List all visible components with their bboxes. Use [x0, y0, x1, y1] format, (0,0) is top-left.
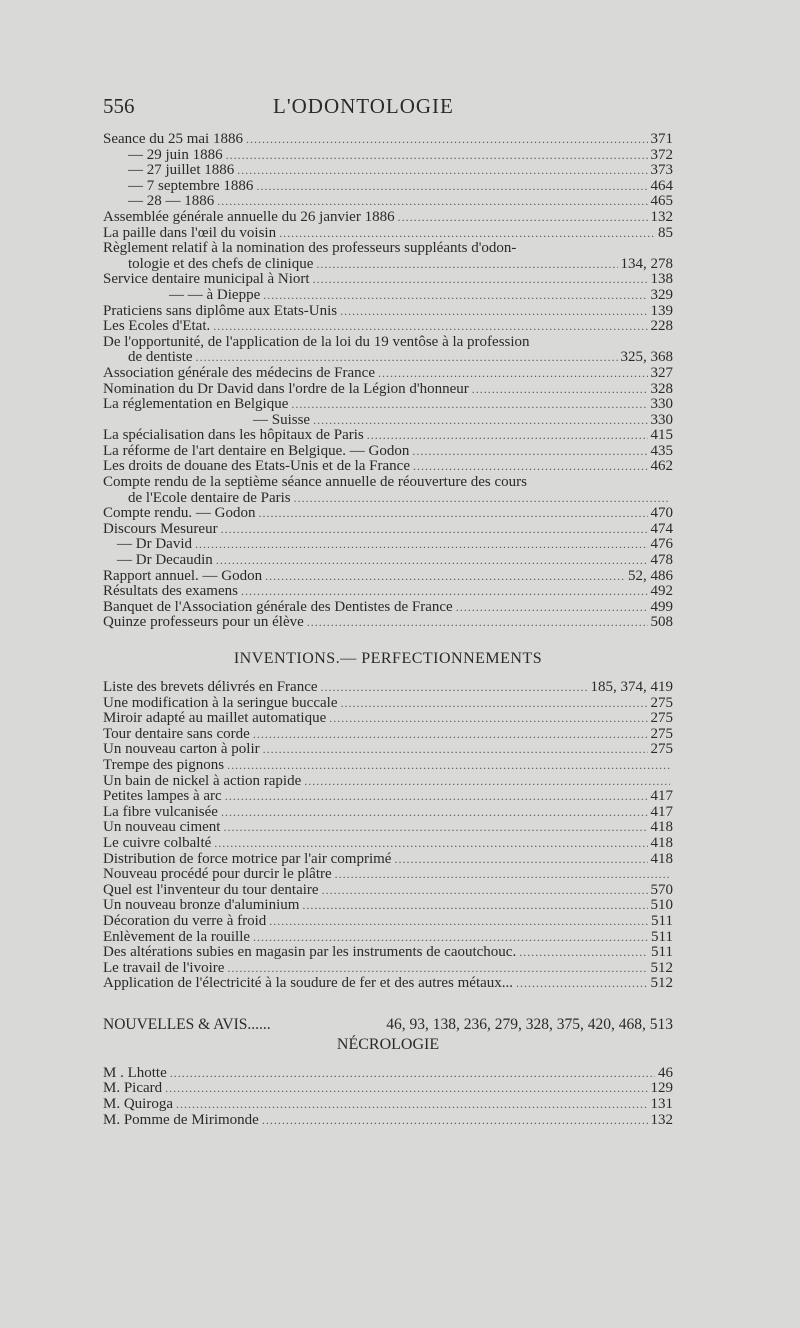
index-entry — [103, 867, 673, 883]
entry-page: 418 — [650, 834, 673, 851]
entry-text: Enlèvement de la rouille — [103, 928, 251, 945]
entry-text: — 7 septembre 1886 — [128, 177, 254, 194]
entry-page: 132 — [650, 1111, 673, 1128]
dot-leader — [253, 930, 648, 946]
dot-leader — [213, 319, 647, 335]
entry-text: Rapport annuel. — Godon — [103, 567, 263, 584]
page-number: 556 — [103, 94, 135, 118]
entry-text: Praticiens sans diplôme aux Etats-Unis — [103, 302, 338, 319]
entry-text: Miroir adapté au maillet automatique — [103, 710, 327, 727]
entry-text: Banquet de l'Association générale des Dentistes de France — [103, 598, 453, 615]
index-entry — [103, 1097, 673, 1113]
entry-text: de dentiste — [128, 349, 193, 366]
nouvelles-pages: 46, 93, 138, 236, 279, 328, 375, 420, 468, 513 — [386, 1015, 673, 1033]
entry-text: M. Pomme de Mirimonde — [103, 1111, 259, 1128]
entry-page: 139 — [650, 302, 673, 319]
entry-list-seances — [103, 132, 673, 241]
index-entry — [103, 397, 673, 413]
entry-page: 328 — [650, 380, 673, 397]
index-entry — [103, 1066, 673, 1082]
entry-page: 275 — [650, 710, 673, 727]
entry-page: 330 — [650, 411, 673, 428]
entry-text: tologie et des chefs de clinique — [128, 255, 314, 272]
entry-page: 570 — [650, 881, 673, 898]
dot-leader — [329, 711, 647, 727]
entry-page: 418 — [650, 850, 673, 867]
entry-page: 474 — [650, 520, 673, 537]
dot-leader — [313, 413, 647, 429]
entry-page: 131 — [650, 1096, 673, 1113]
index-entry — [103, 696, 673, 712]
dot-leader — [335, 867, 670, 883]
section-title-inventions: INVENTIONS.— PERFECTIONNEMENTS — [233, 650, 543, 667]
index-entry — [103, 615, 673, 631]
dot-leader — [165, 1081, 647, 1097]
dot-leader — [253, 727, 648, 743]
entry-text: Quel est l'inventeur du tour dentaire — [103, 881, 319, 898]
dot-leader — [279, 226, 655, 242]
entry-text: La fibre vulcanisée — [103, 803, 218, 820]
dot-leader — [221, 805, 648, 821]
dot-leader — [237, 163, 647, 179]
entry-page: 134, 278 — [620, 255, 673, 272]
dot-leader — [216, 553, 648, 569]
entry-page: 275 — [650, 725, 673, 742]
entry-page: 138 — [650, 271, 673, 288]
entry-text: — Suisse — [253, 411, 311, 428]
dot-leader — [398, 210, 648, 226]
index-entry — [103, 506, 673, 522]
index-entry — [103, 522, 673, 538]
entry-text: Liste des brevets délivrés en France — [103, 679, 318, 695]
entry-page: 373 — [650, 162, 673, 179]
entry-text: Un nouveau ciment — [103, 819, 221, 836]
entry-text: Quinze professeurs pour un élève — [103, 614, 304, 631]
entry-page: 435 — [650, 442, 673, 459]
index-entry — [103, 727, 673, 743]
page-title: L'ODONTOLOGIE — [273, 94, 454, 118]
nouvelles-label: NOUVELLES & AVIS...... — [103, 1015, 271, 1033]
entry-text: Tour dentaire sans corde — [103, 725, 250, 742]
dot-leader — [241, 584, 648, 600]
entry-text-line1: Règlement relatif à la nomination des professeurs suppléants d'odon- — [103, 240, 517, 257]
dot-leader — [196, 350, 618, 366]
index-entry — [103, 163, 673, 179]
page-header — [103, 94, 673, 132]
entry-page: 510 — [650, 897, 673, 914]
index-entry — [103, 366, 673, 382]
index-entry — [103, 584, 673, 600]
dot-leader — [313, 272, 648, 288]
index-entry — [103, 742, 673, 758]
index-entry — [103, 774, 673, 790]
index-entry — [103, 210, 673, 226]
index-entry — [103, 711, 673, 727]
entry-text: — Dr David — [117, 536, 192, 553]
entry-text-line1: De l'opportunité, de l'application de la loi du 19 ventôse à la profession — [103, 333, 530, 350]
section-title-necrologie: NÉCROLOGIE — [336, 1035, 440, 1053]
entry-page: 372 — [650, 146, 673, 163]
entry-text: Compte rendu. — Godon — [103, 505, 256, 522]
entry-text: Service dentaire municipal à Niort — [103, 271, 310, 288]
dot-leader — [307, 615, 648, 631]
index-entry — [103, 272, 673, 288]
index-entry — [103, 319, 673, 335]
index-entry — [103, 537, 673, 553]
dot-leader — [291, 397, 647, 413]
index-entry — [103, 459, 673, 475]
index-entry — [103, 836, 673, 852]
entry-reglement — [103, 241, 673, 272]
entry-opportunite — [103, 335, 673, 366]
entry-page: 329 — [650, 286, 673, 303]
dot-leader — [456, 600, 648, 616]
entry-text: — 27 juillet 1886 — [128, 162, 235, 179]
dot-leader — [170, 1066, 655, 1082]
entry-page: 325, 368 — [620, 349, 673, 366]
entry-list-associations — [103, 366, 673, 475]
index-entry — [103, 805, 673, 821]
index-entry — [103, 413, 673, 429]
entry-page: 476 — [650, 536, 673, 553]
entry-text: Petites lampes à arc — [103, 788, 222, 805]
index-entry — [103, 553, 673, 569]
entry-text: Nomination du Dr David dans l'ordre de la Légion d'honneur — [103, 380, 469, 397]
entry-page: 46 — [658, 1064, 673, 1081]
entry-text: La spécialisation dans les hôpitaux de Paris — [103, 427, 364, 444]
entry-page: 462 — [650, 458, 673, 475]
entry-list-necrologie — [103, 1066, 673, 1128]
dot-leader — [223, 820, 647, 836]
entry-page: 470 — [650, 505, 673, 522]
index-entry — [103, 930, 673, 946]
dot-leader — [256, 179, 647, 195]
entry-page: 511 — [651, 944, 673, 961]
entry-text: La réglementation en Belgique — [103, 396, 289, 413]
index-entry — [103, 898, 673, 914]
entry-text-line1: Compte rendu de la septième séance annuelle de réouverture des cours — [103, 474, 527, 491]
entry-text: Assemblée générale annuelle du 26 janvier 1886 — [103, 208, 395, 225]
entry-page: 478 — [650, 552, 673, 569]
dot-leader — [263, 742, 648, 758]
index-entry — [103, 148, 673, 164]
dot-leader — [302, 898, 647, 914]
entry-text: de l'Ecole dentaire de Paris — [128, 489, 291, 506]
entry-page: 371 — [650, 131, 673, 147]
entry-text: Des altérations subies en magasin par les instruments de caoutchouc. — [103, 944, 517, 961]
entry-page: 418 — [650, 819, 673, 836]
dot-leader — [516, 976, 647, 992]
entry-text: La réforme de l'art dentaire en Belgique. — Godon — [103, 442, 410, 459]
entry-text: — 29 juin 1886 — [128, 146, 223, 163]
entry-page: 417 — [650, 803, 673, 820]
index-entry — [103, 600, 673, 616]
entry-text: Le travail de l'ivoire — [103, 959, 225, 976]
entry-page: 330 — [650, 396, 673, 413]
entry-page: 327 — [650, 364, 673, 381]
dot-leader — [227, 758, 670, 774]
index-entry — [103, 680, 673, 696]
entry-page: 492 — [650, 583, 673, 600]
entry-text: — 28 — 1886 — [128, 193, 215, 210]
dot-leader — [246, 132, 648, 148]
index-entry — [103, 852, 673, 868]
index-entry — [103, 945, 673, 961]
index-entry — [103, 194, 673, 210]
dot-leader — [294, 491, 670, 507]
entry-page: 85 — [658, 224, 673, 241]
entry-text: Une modification à la seringue buccale — [103, 694, 338, 711]
entry-page: 511 — [651, 928, 673, 945]
index-page — [103, 94, 673, 1128]
entry-list-discours — [103, 506, 673, 631]
entry-text: La paille dans l'œil du voisin — [103, 224, 277, 241]
entry-text: Décoration du verre à froid — [103, 912, 267, 929]
index-entry — [103, 820, 673, 836]
dot-leader — [176, 1097, 648, 1113]
dot-leader — [472, 382, 648, 398]
entry-page: 508 — [650, 614, 673, 631]
dot-leader — [412, 444, 647, 460]
entry-page: 185, 374, 419 — [590, 679, 673, 695]
entry-list-inventions — [103, 680, 673, 992]
index-entry — [103, 444, 673, 460]
index-entry — [103, 1113, 673, 1129]
dot-leader — [269, 914, 648, 930]
dot-leader — [394, 852, 647, 868]
dot-leader — [304, 774, 670, 790]
dot-leader — [519, 945, 648, 961]
index-entry — [103, 789, 673, 805]
dot-leader — [226, 148, 648, 164]
entry-text: Association générale des médecins de France — [103, 364, 375, 381]
index-entry — [103, 304, 673, 320]
entry-page: 512 — [650, 959, 673, 976]
index-entry — [103, 961, 673, 977]
dot-leader — [227, 961, 647, 977]
dot-leader — [263, 288, 647, 304]
entry-compte-rendu — [103, 475, 673, 506]
index-entry — [103, 758, 673, 774]
index-entry — [103, 226, 673, 242]
dot-leader — [262, 1113, 648, 1129]
entry-text: Un bain de nickel à action rapide — [103, 772, 302, 789]
entry-text: — Dr Decaudin — [117, 552, 213, 569]
index-entry — [103, 914, 673, 930]
index-entry — [103, 569, 673, 585]
dot-leader — [367, 428, 648, 444]
entry-text: M . Lhotte — [103, 1064, 167, 1081]
dot-leader — [225, 789, 648, 805]
entry-page: 275 — [650, 741, 673, 758]
entry-text: Nouveau procédé pour durcir le plâtre — [103, 866, 332, 883]
entry-text: M. Picard — [103, 1080, 163, 1097]
dot-leader — [316, 257, 617, 273]
entry-text: Application de l'électricité à la soudure de fer et des autres métaux... — [103, 975, 514, 992]
entry-text: Discours Mesureur — [103, 520, 218, 537]
entry-page: 129 — [650, 1080, 673, 1097]
entry-page: 52, 486 — [628, 567, 673, 584]
index-entry — [103, 1081, 673, 1097]
dot-leader — [265, 569, 625, 585]
dot-leader — [221, 522, 648, 538]
index-entry — [103, 132, 673, 148]
entry-page: 417 — [650, 788, 673, 805]
index-entry — [103, 883, 673, 899]
dot-leader — [341, 696, 648, 712]
entry-text: Un nouveau carton à polir — [103, 741, 260, 758]
entry-text: Un nouveau bronze d'aluminium — [103, 897, 300, 914]
entry-page: 499 — [650, 598, 673, 615]
nouvelles-avis-line — [103, 1016, 673, 1034]
dot-leader — [321, 680, 588, 696]
dot-leader — [413, 459, 648, 475]
dot-leader — [214, 836, 647, 852]
entry-text: Seance du 25 mai 1886 — [103, 131, 243, 147]
entry-text: Le cuivre colbalté — [103, 834, 212, 851]
entry-page: 228 — [650, 318, 673, 335]
entry-text: Les Ecoles d'Etat. — [103, 318, 211, 335]
entry-page: 465 — [650, 193, 673, 210]
entry-text: Les droits de douane des Etats-Unis et de la France — [103, 458, 410, 475]
dot-leader — [340, 304, 647, 320]
entry-text: — — à Dieppe — [169, 286, 261, 303]
entry-page: 511 — [651, 912, 673, 929]
index-entry — [103, 179, 673, 195]
index-entry — [103, 382, 673, 398]
entry-page: 275 — [650, 694, 673, 711]
index-entry — [103, 428, 673, 444]
dot-leader — [378, 366, 648, 382]
entry-text: M. Quiroga — [103, 1096, 173, 1113]
dot-leader — [258, 506, 647, 522]
entry-page: 512 — [650, 975, 673, 992]
entry-text: Trempe des pignons — [103, 756, 225, 773]
dot-leader — [195, 537, 648, 553]
entry-text: Distribution de force motrice par l'air comprimé — [103, 850, 392, 867]
entry-page: 464 — [650, 177, 673, 194]
index-entry — [103, 976, 673, 992]
entry-page: 415 — [650, 427, 673, 444]
entry-text: Résultats des examens — [103, 583, 238, 600]
entry-list-services — [103, 272, 673, 334]
index-entry — [103, 288, 673, 304]
dot-leader — [217, 194, 647, 210]
entry-page: 132 — [650, 208, 673, 225]
dot-leader — [322, 883, 648, 899]
